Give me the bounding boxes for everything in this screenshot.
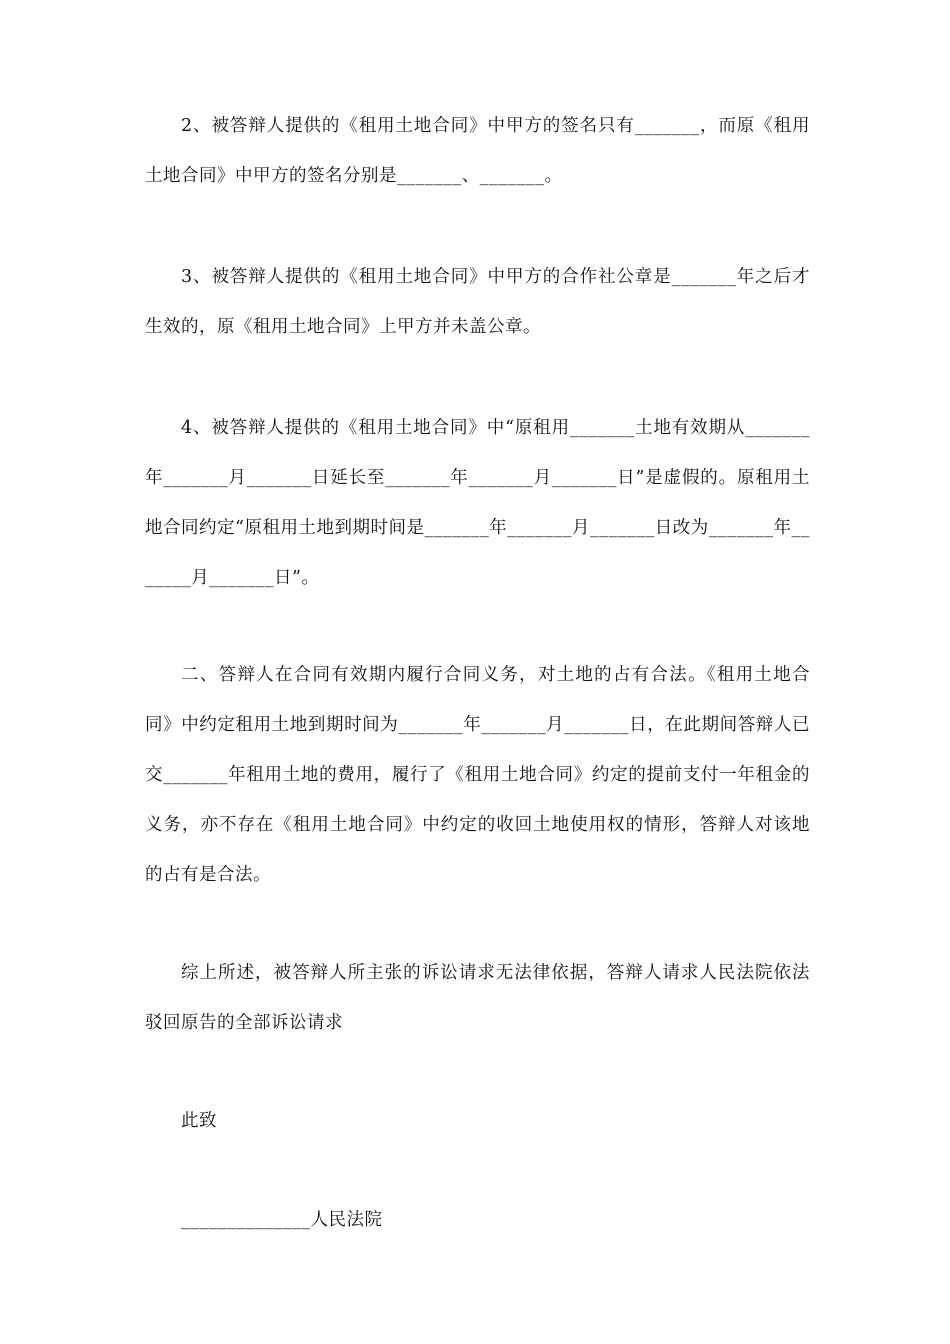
paragraph-section-2: 二、答辩人在合同有效期内履行合同义务，对土地的占有合法。《租用土地合同》中约定租用土地到期时间为_______年_______月_______日，在此期间答辩人已交_______年租用土地的费用，履行了《租用土地合同》约定的提前支付一年租金的义务，亦不存在《租用土地合同》中约定的收回土地使用权的情形，答辩人对该地的占有是合法。 bbox=[145, 665, 810, 885]
paragraph-point-2: 2、被答辩人提供的《租用土地合同》中甲方的签名只有_______，而原《租用土地合同》中甲方的签名分别是_______、_______。 bbox=[145, 116, 810, 186]
paragraph-conclusion: 综上所述，被答辩人所主张的诉讼请求无法律依据，答辩人请求人民法院依法驳回原告的全部诉讼请求 bbox=[145, 963, 810, 1033]
closing-salutation: 此致 bbox=[181, 1111, 217, 1131]
paragraph-point-3: 3、被答辩人提供的《租用土地合同》中甲方的合作社公章是_______年之后才生效的，原《租用土地合同》上甲方并未盖公章。 bbox=[145, 267, 810, 337]
court-addressee: ______________人民法院 bbox=[181, 1210, 383, 1230]
paragraph-point-4: 4、被答辩人提供的《租用土地合同》中“原租用_______土地有效期从_______年_______月_______日延长至_______年_______月_______日”是虚假的。原租用土地合同约定“原租用土地到期时间是_______年_______月_______日改为_______年_______月_______日”。 bbox=[145, 418, 810, 588]
